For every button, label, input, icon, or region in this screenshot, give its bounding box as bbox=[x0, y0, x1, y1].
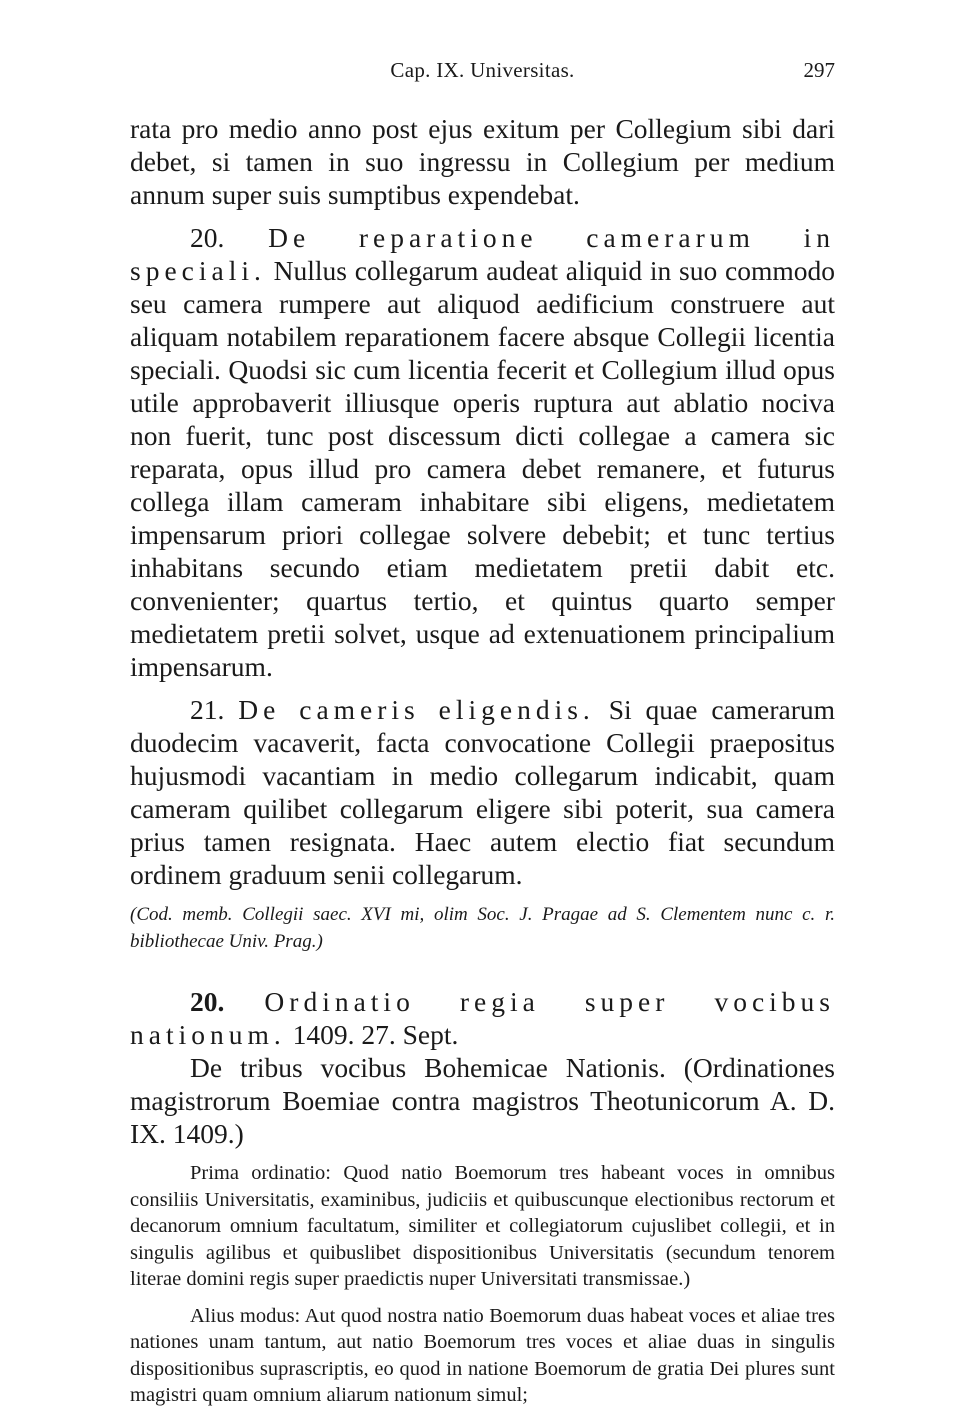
prima-ordinatio-label: Prima ordinatio: bbox=[190, 1162, 332, 1184]
section-21-paragraph bbox=[130, 693, 835, 891]
alius-modus-text: Aut quod nostra natio Boemorum duas habeat voces et aliae tres nationes unam tantum, aut natio Boemorum tres voces et aliae duas in singulis dispositionibus suprascriptis, eo quod in natione Boemorum de gratia Dei plures sunt magistri quam omnium aliarum nationum simul; bbox=[130, 1304, 836, 1406]
section-21-text: Si quae camerarum duodecim vacaverit, facta convocatione Collegii praepositus hujusmodi vacantiam in medio collegarum indicabit, quam cameram quilibet collegarum eligere sibi poterit, sua camera prius tamen resignata. Haec autem electio fiat secundum ordinem graduum senii collegarum. bbox=[130, 694, 836, 890]
document-20-summary: De tribus vocibus Bohemicae Nationis. (Ordinationes magistrorum Boemiae contra magistros Theotunicorum A. D. IX. 1409.) bbox=[130, 1052, 835, 1149]
section-21-title: De cameris eligendis. bbox=[238, 694, 595, 725]
section-20-title: De reparatione camerarum in speciali. bbox=[130, 222, 836, 286]
page-number: 297 bbox=[803, 58, 835, 82]
section-20-paragraph bbox=[130, 221, 835, 683]
section-21-number: 21. bbox=[190, 694, 225, 725]
document-20-title: Ordinatio regia super vocibus nationum. bbox=[130, 986, 836, 1050]
alius-modus-label: Alius modus: bbox=[190, 1304, 301, 1327]
section-20-text: Nullus collegarum audeat aliquid in suo commodo seu camera rumpere aut aliquod aedificium construere aut aliquam notabilem reparationem facere absque Collegii licentia speciali. Quodsi sic cum licentia fecerit et Collegium illud opus utile approbaverit illiusque operis ruptura aut ablatio nociva non fuerit, tunc post discessum dicti collegae a camera sic reparata, opus illud pro camera debet remanere, et futurus collega illam cameram inhabitare sibi eligens, medietatem impensarum priori collegae solvere debebit; et tunc tertius inhabitans secundo etiam medietatem pretii dabit etc. convenienter; quartus tertio, et quintus quarto semper medietatem pretii solvet, usque ad extenuationem principalium impensarum. bbox=[130, 255, 835, 682]
running-head: Cap. IX. Universitas. bbox=[390, 58, 575, 82]
document-20-date: 1409. 27. Sept. bbox=[292, 1019, 459, 1050]
alius-modus-paragraph bbox=[130, 1303, 835, 1409]
prima-ordinatio-text: Quod natio Boemorum tres habeant voces in omnibus consiliis Universitatis, examinibus, judiciis et quibuscunque electionibus rectorum et decanorum omnium facultatum, similiter et collegiatorum cujuslibet collegii, et in singulis agilibus et quibuslibet dispositionibus Universitatis (secundum tenorem literae domini regis super praedictis nuper Universitati transmissae.) bbox=[130, 1162, 835, 1290]
document-20-number: 20. bbox=[190, 986, 225, 1017]
source-citation: (Cod. memb. Collegii saec. XVI mi, olim Soc. J. Pragae ad S. Clementem nunc c. r. bibliothecae Univ. Prag.) bbox=[130, 904, 835, 952]
section-20-number: 20. bbox=[190, 222, 225, 253]
paragraph-continued: rata pro medio anno post ejus exitum per Collegium sibi dari debet, si tamen in suo ingressu in Collegium per medium annum super suis sumptibus expendebat. bbox=[130, 113, 835, 210]
page-header bbox=[130, 58, 835, 88]
page-body bbox=[130, 112, 835, 1409]
document-20-heading bbox=[130, 985, 835, 1051]
prima-ordinatio-paragraph bbox=[130, 1160, 835, 1293]
